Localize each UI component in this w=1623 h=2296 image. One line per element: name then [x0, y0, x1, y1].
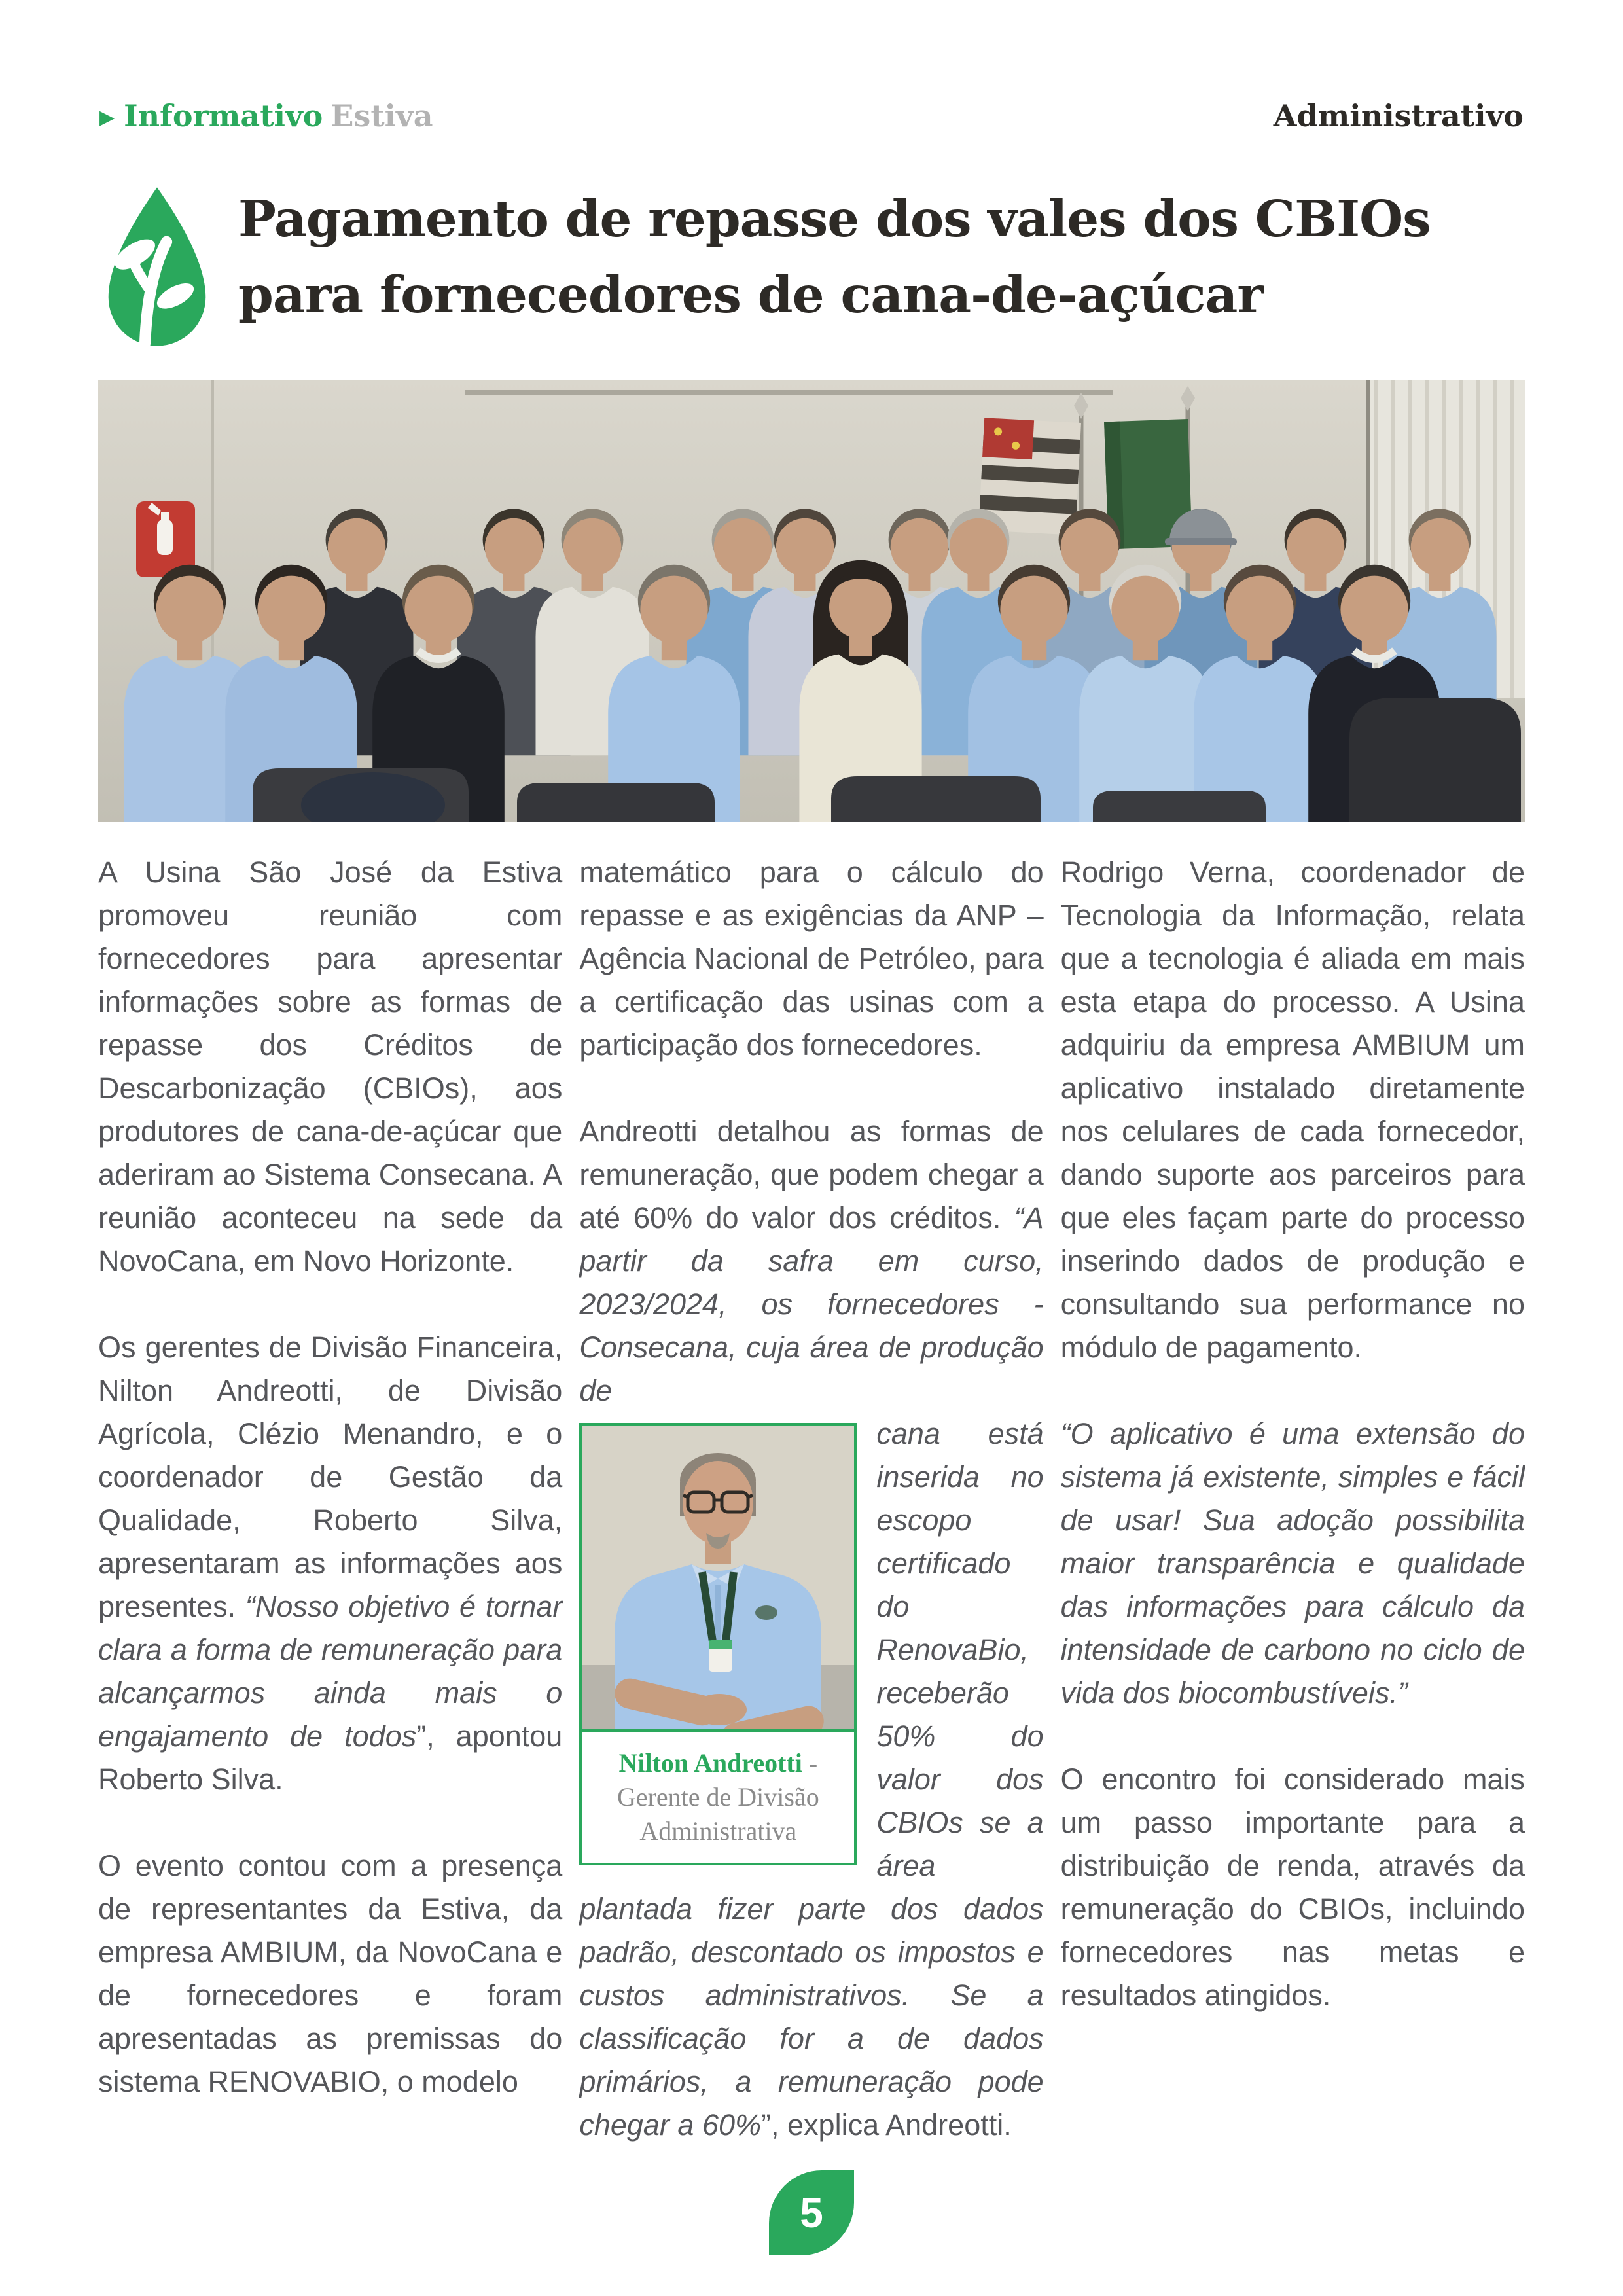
face — [683, 1461, 753, 1545]
group-photo — [98, 380, 1525, 822]
group-photo-illustration — [98, 380, 1525, 822]
hands — [692, 1694, 747, 1725]
leaf-sprout-icon — [103, 182, 211, 350]
paragraph: “O aplicativo é uma extensão do sistema já existente, simples e fácil de usar! Sua adoção possibilita maior transparência e qualidade das informações para cálculo da intensidade de carbono no ciclo de vida dos biocombustíveis.” — [1060, 1417, 1525, 1710]
brand-secondary: Estiva — [330, 98, 433, 134]
section-label: Administrativo — [1273, 98, 1524, 134]
arrow-icon: ▶ — [99, 106, 115, 129]
shirt-logo — [755, 1605, 777, 1620]
article-title: Pagamento de repasse dos vales dos CBIOs para fornecedores de cana-de-açúcar — [238, 190, 1431, 325]
nilton-andreotti-portrait — [582, 1426, 854, 1729]
paragraph: Os gerentes de Divisão Financeira, Nilton Andreotti, de Divisão Agrícola, Clézio Menandro, e o coordenador de Gestão da Qualidade, Roberto Silva, apresentaram as informações aos presentes. “Nosso objetivo é tornar clara a forma de remuneração para alcançarmos ainda mais o engajamento de todos”, apontou Roberto Silva. — [98, 1331, 563, 1796]
paragraph: O evento contou com a presença de representantes da Estiva, da empresa AMBIUM, da NovoCana e de fornecedores e foram apresentadas as premissas do sistema RENOVABIO, o modelo — [98, 1849, 563, 2098]
paragraph: Rodrigo Verna, coordenador de Tecnologia da Informação, relata que a tecnologia é aliada em mais esta etapa do processo. A Usina adquiriu da empresa AMBIUM um aplicativo instalado diretamente nos celulares de cada fornecedor, dando suporte aos parceiros para que eles façam parte do processo inserindo dados de produção e consultando sua performance no módulo de pagamento. — [1060, 855, 1525, 1364]
paragraph: O encontro foi considerado mais um passo importante para a distribuição de renda, através da remuneração do CBIOs, incluindo fornecedores nas metas e resultados atingidos. — [1060, 1763, 1525, 2012]
newsletter-brand — [99, 98, 433, 134]
column-2 — [579, 851, 1043, 2147]
column-3 — [1061, 851, 1525, 2147]
paragraph: Andreotti detalhou as formas de remuneração, que podem chegar a até 60% do valor dos créditos. “A partir da safra em curso, 2023/2024, os fornecedores - Consecana, cuja área de produção de — [579, 1115, 1044, 1407]
paragraph: A Usina São José da Estiva promoveu reunião com fornecedores para apresentar informações sobre as formas de repasse dos Créditos de Descarbonização (CBIOs), aos produtores de cana-de-açúcar que aderiram ao Sistema Consecana. A reunião aconteceu na sede da NovoCana, em Novo Horizonte. — [98, 855, 563, 1278]
page-number-badge: 5 — [769, 2170, 854, 2255]
article-body — [98, 851, 1525, 2147]
portrait-photo-box — [579, 1423, 857, 1865]
paragraph: matemático para o cálculo do repasse e as exigências da ANP – Agência Nacional de Petróleo, para a certificação das usinas com a participação dos fornecedores. — [579, 855, 1044, 1062]
caption-separator: - — [802, 1748, 818, 1778]
caption-role: Gerente de Divisão Administrativa — [616, 1782, 819, 1846]
brand-primary: Informativo — [124, 98, 323, 134]
page-header — [99, 98, 1524, 134]
title-block — [103, 182, 1525, 350]
paragraph: cana está inserida no escopo certificado do RenovaBio, receberão 50% do valor dos CBIOs se a área plantada fizer parte dos dados padrão, descontado os impostos e custos administrativos. Se a classificação for a de dados primários, a remuneração pode chegar a 60%”, explica Andreotti. — [579, 1417, 1044, 2142]
column-1 — [98, 851, 562, 2147]
portrait-caption — [582, 1729, 854, 1863]
caption-name: Nilton Andreotti — [618, 1748, 802, 1778]
